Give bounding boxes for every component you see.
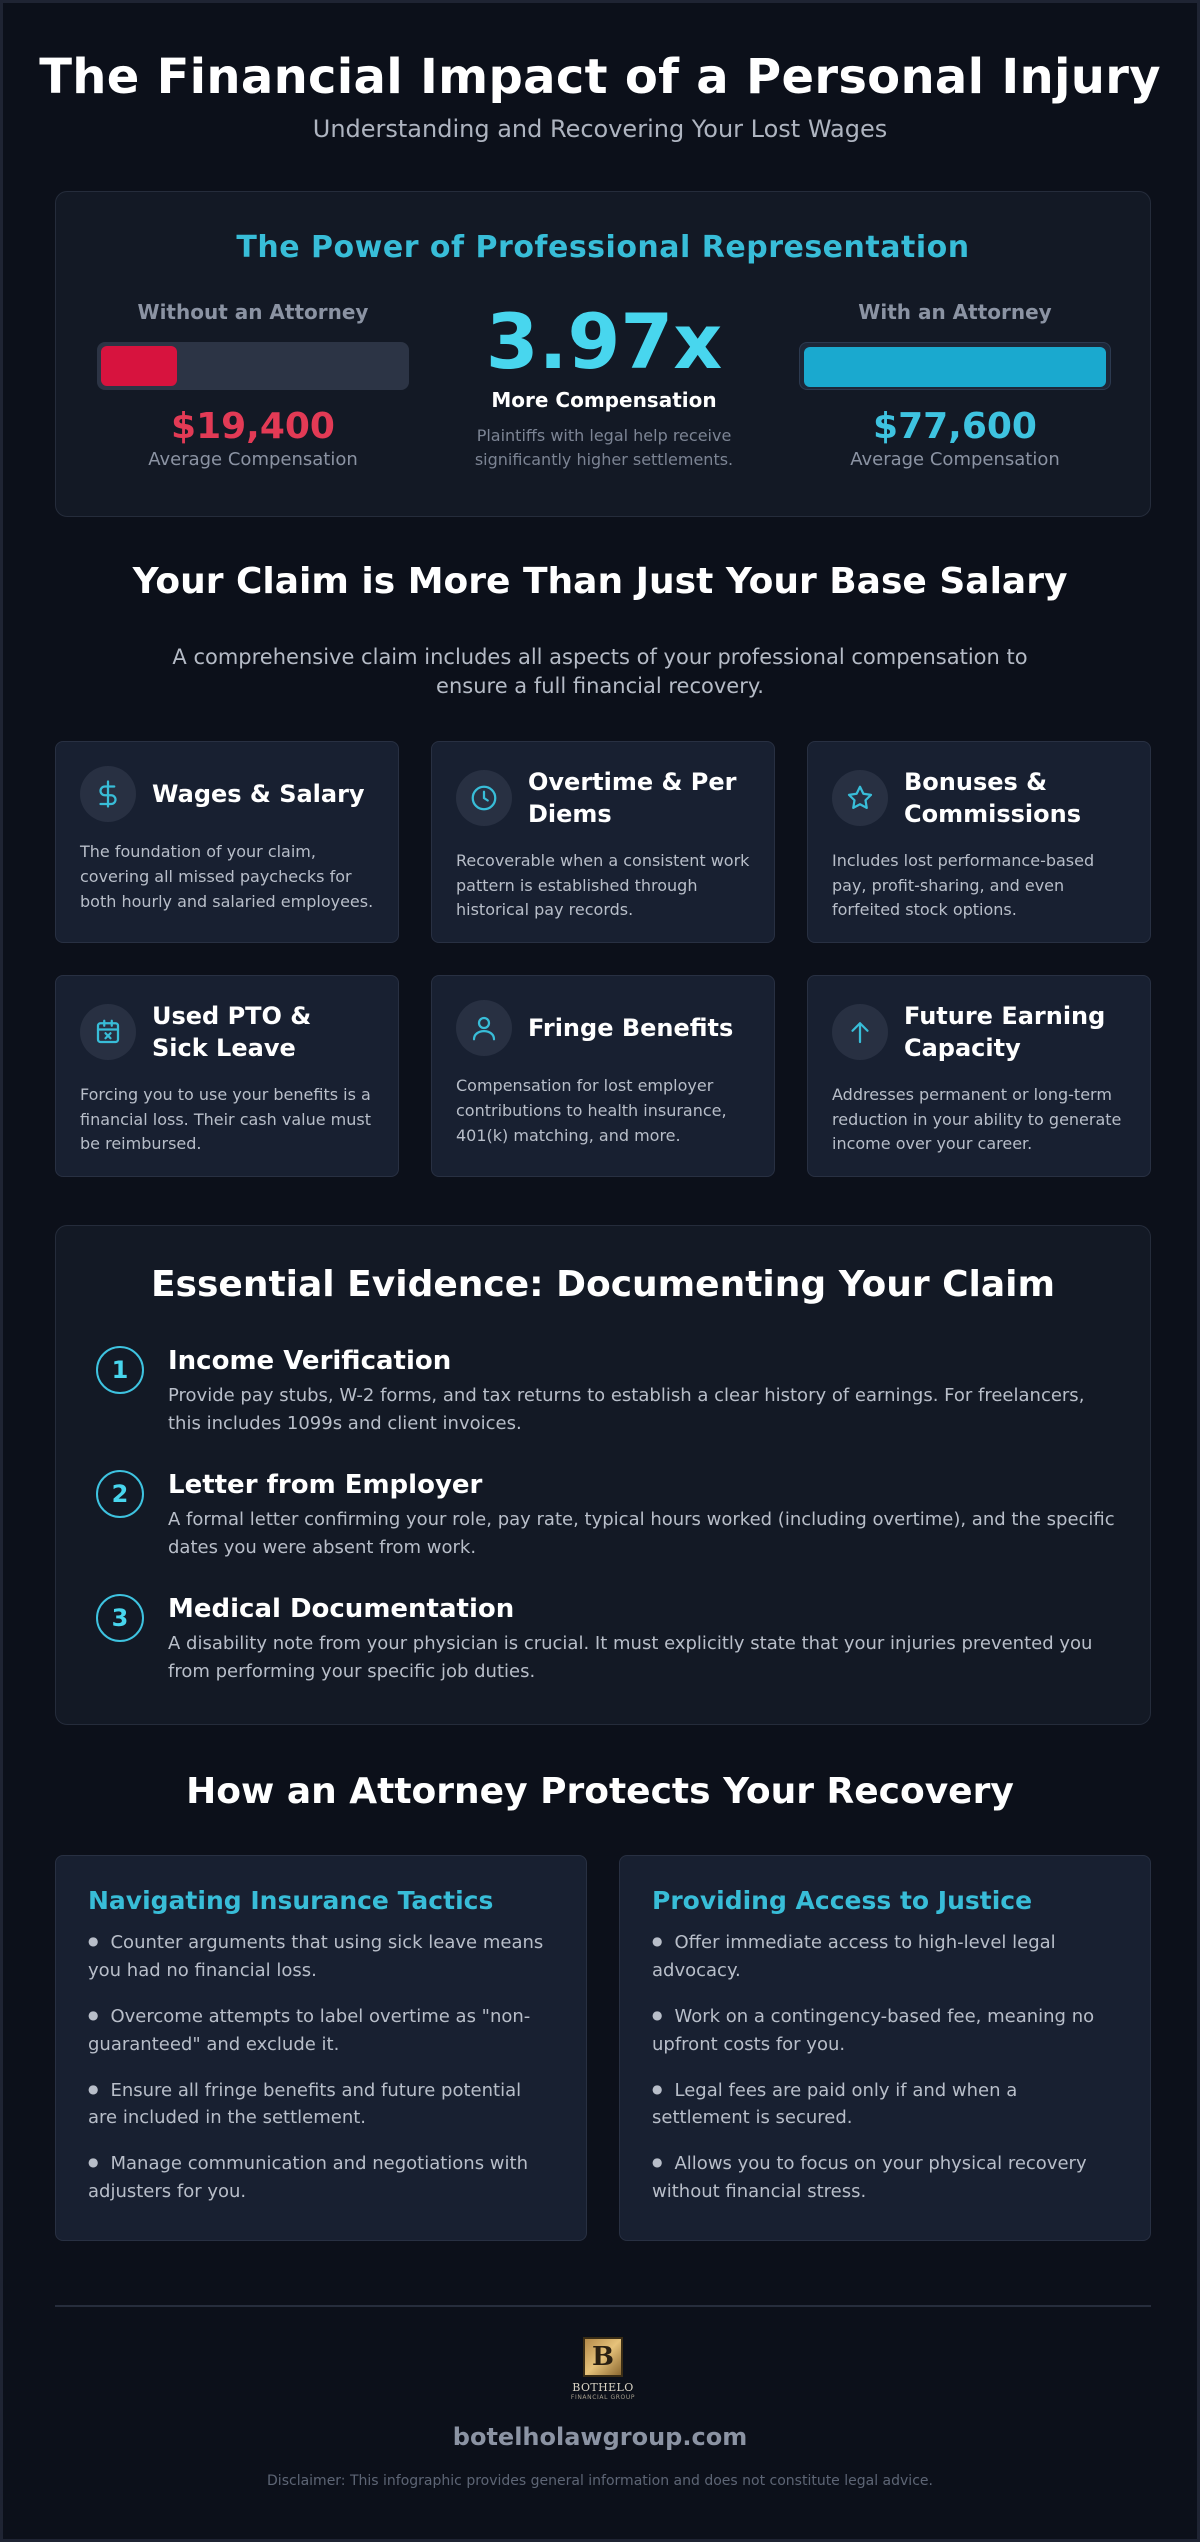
access-justice-title: Providing Access to Justice: [652, 1886, 1033, 1915]
evidence-item-title: Medical Documentation: [168, 1594, 515, 1624]
claim-card-title: Bonuses & Commissions: [904, 768, 1081, 829]
claim-card-desc: Recoverable when a consistent work pattern is established through historical pay records.: [456, 850, 750, 920]
claim-card-desc: Compensation for lost employer contributions to health insurance, 401(k) matching, and more.: [456, 1076, 727, 1145]
claim-card-desc: Forcing you to use your benefits is a financial loss. Their cash value must be reimbursed.: [80, 1084, 371, 1154]
claim-card-bonuses: [807, 741, 1151, 943]
with-attorney-column: [798, 300, 1112, 470]
with-attorney-label: With an Attorney: [858, 300, 1052, 324]
disclaimer: Disclaimer: This infographic provides general information and does not constitute legal advice.: [267, 2473, 933, 2489]
access-justice-list: [652, 1929, 1118, 2206]
evidence-item-desc: Provide pay stubs, W-2 forms, and tax returns to establish a clear history of earnings. For freelancers, this includes 1099s and client invoices.: [168, 1385, 1085, 1434]
claim-card-title: Fringe Benefits: [528, 1013, 734, 1042]
list-item: ● Work on a contingency-based fee, meaning no upfront costs for you.: [652, 2005, 1095, 2055]
footer-divider: [55, 2305, 1151, 2307]
list-item: ● Offer immediate access to high-level legal advocacy.: [652, 1932, 1056, 1981]
logo-subtitle: FINANCIAL GROUP: [570, 2394, 636, 2401]
page-title: The Financial Impact of a Personal Injury: [39, 49, 1161, 105]
evidence-item-title: Income Verification: [168, 1346, 452, 1376]
without-attorney-bar-fill: [101, 346, 177, 386]
claim-card-overtime: [431, 741, 775, 943]
access-justice-card: [619, 1855, 1151, 2241]
list-item: ● Ensure all fringe benefits and future potential are included in the settlement.: [88, 2079, 522, 2129]
star-icon: [832, 770, 888, 826]
claim-section-title: Your Claim is More Than Just Your Base Salary: [132, 561, 1068, 602]
evidence-title: Essential Evidence: Documenting Your Claim: [150, 1264, 1056, 1305]
evidence-item-desc: A formal letter confirming your role, pay rate, typical hours worked (including overtime), and the specific dates you were absent from work.: [168, 1509, 1115, 1558]
claim-card-title: Wages & Salary: [152, 779, 365, 808]
list-item: ● Overcome attempts to label overtime as "non-guaranteed" and exclude it.: [88, 2005, 531, 2055]
claim-card-title: Overtime & Per Diems: [528, 768, 737, 829]
with-attorney-bar: [799, 342, 1111, 390]
page-subtitle: Understanding and Recovering Your Lost Wages: [312, 115, 888, 143]
claim-section-intro: A comprehensive claim includes all aspects of your professional compensation to ensure a full financial recovery.: [172, 645, 1028, 699]
header: [3, 3, 1197, 143]
without-attorney-bar: [97, 342, 409, 390]
firm-logo: [568, 2337, 638, 2401]
evidence-item: [96, 1470, 1116, 1562]
list-item: ● Manage communication and negotiations with adjusters for you.: [88, 2153, 528, 2203]
claim-card-title: Future Earning Capacity: [904, 1002, 1106, 1063]
insurance-tactics-title: Navigating Insurance Tactics: [88, 1886, 494, 1915]
dollar-icon: [80, 766, 136, 822]
claim-card-future: [807, 975, 1151, 1177]
multiplier-label: More Compensation: [491, 388, 717, 412]
claim-card-desc: Addresses permanent or long-term reduction in your ability to generate income over your career.: [832, 1084, 1122, 1154]
representation-title: The Power of Professional Representation: [236, 230, 970, 265]
without-attorney-amount: $19,400: [171, 406, 335, 447]
with-attorney-bar-fill: [804, 347, 1106, 387]
evidence-number: 2: [96, 1470, 144, 1518]
multiplier-column: [436, 297, 772, 472]
with-attorney-amount: $77,600: [873, 406, 1037, 447]
arrow-up-icon: [832, 1004, 888, 1060]
representation-card: [55, 191, 1151, 517]
website-link[interactable]: botelholawgroup.com: [452, 2423, 748, 2451]
with-attorney-caption: Average Compensation: [850, 449, 1060, 470]
insurance-tactics-card: [55, 1855, 587, 2241]
calendar-x-icon: [80, 1004, 136, 1060]
without-attorney-column: [96, 300, 410, 470]
list-item: ● Legal fees are paid only if and when a settlement is secured.: [652, 2079, 1018, 2129]
evidence-card: [55, 1225, 1151, 1725]
evidence-item: [96, 1346, 1116, 1438]
claim-card-desc: Includes lost performance-based pay, profit-sharing, and even forfeited stock options.: [832, 850, 1095, 920]
multiplier-value: 3.97x: [485, 297, 723, 386]
claim-card-fringe: [431, 975, 775, 1177]
logo-name: BOTHELO: [572, 2381, 634, 2394]
insurance-tactics-list: [88, 1929, 554, 2206]
evidence-item-desc: A disability note from your physician is crucial. It must explicitly state that your injuries prevented you from performing your specific job duties.: [168, 1633, 1093, 1682]
user-icon: [456, 1000, 512, 1056]
claim-card-desc: The foundation of your claim, covering all missed paychecks for both hourly and salaried employees.: [80, 842, 374, 911]
without-attorney-caption: Average Compensation: [148, 449, 358, 470]
evidence-item-title: Letter from Employer: [168, 1470, 483, 1500]
evidence-number: 1: [96, 1346, 144, 1394]
clock-icon: [456, 770, 512, 826]
list-item: ● Counter arguments that using sick leave means you had no financial loss.: [88, 1932, 544, 1981]
multiplier-note: Plaintiffs with legal help receive significantly higher settlements.: [474, 426, 734, 469]
list-item: ● Allows you to focus on your physical recovery without financial stress.: [652, 2153, 1087, 2203]
claim-card-pto: [55, 975, 399, 1177]
evidence-item: [96, 1594, 1116, 1686]
claim-card-title: Used PTO & Sick Leave: [152, 1002, 312, 1063]
logo-mark-icon: B: [583, 2337, 623, 2377]
protect-section-title: How an Attorney Protects Your Recovery: [186, 1771, 1014, 1812]
without-attorney-label: Without an Attorney: [137, 300, 369, 324]
evidence-number: 3: [96, 1594, 144, 1642]
claim-card-wages: [55, 741, 399, 943]
